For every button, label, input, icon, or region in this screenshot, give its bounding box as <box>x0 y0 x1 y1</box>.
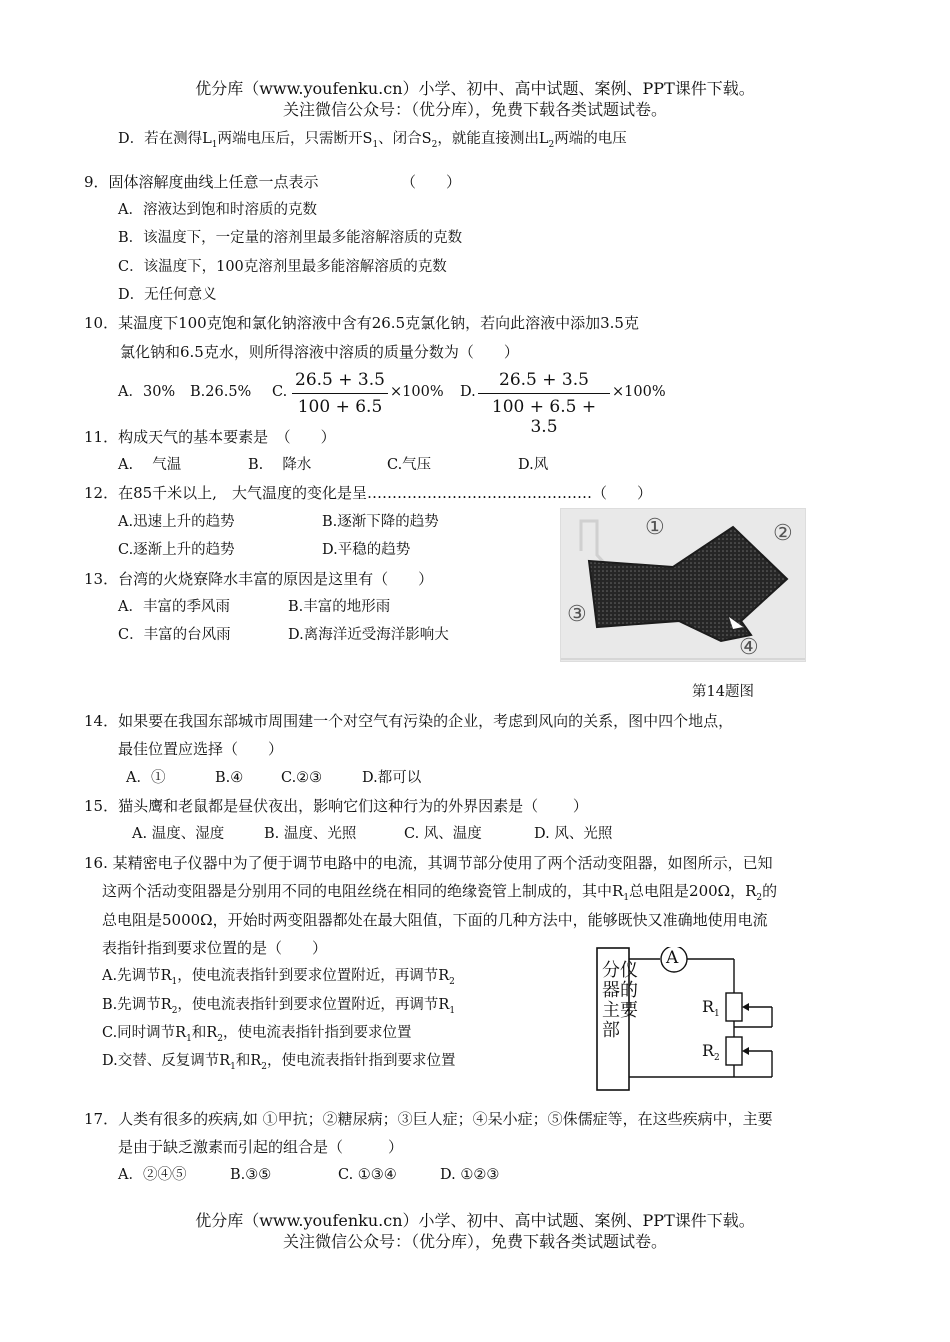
q10-option-c-suffix: ×100% <box>390 384 444 400</box>
q12-option-a: A.迅速上升的趋势 <box>118 514 235 530</box>
q16-stem-line-4: 表指针指到要求位置的是（ ） <box>102 939 328 957</box>
q10-option-d-label: D. <box>460 384 476 400</box>
q13-option-d: D.离海洋近受海洋影响大 <box>288 627 449 643</box>
q16-stem-line-2: 这两个活动变阻器是分别用不同的电阻丝绕在相同的绝缘瓷管上制成的，其中$R_1$总电阻是200Ω，$R_2$的 <box>102 882 778 903</box>
header-line-2: 关注微信公众号：（优分库），免费下载各类试题试卷。 <box>282 100 667 119</box>
q11-option-c: C.气压 <box>387 457 432 473</box>
q14-option-c: C.②③ <box>281 770 323 786</box>
q14-option-a: A．① <box>126 770 166 786</box>
q17-option-b: B.③⑤ <box>230 1167 272 1183</box>
q14-stem-line-2: 最佳位置应选择（ ） <box>118 740 284 758</box>
q9-option-a: A．溶液达到饱和时溶质的克数 <box>118 202 317 218</box>
q17-option-c: C. ①③④ <box>338 1167 397 1183</box>
figure-14-marker-2: ② <box>773 521 793 546</box>
q9-stem: 9．固体溶解度曲线上任意一点表示 （ ） <box>84 173 462 191</box>
r2-label: $R_2$ <box>702 1041 720 1064</box>
q14-option-b: B.④ <box>215 770 244 786</box>
q17-option-a: A．②④⑤ <box>118 1167 187 1183</box>
q13-option-c: C．丰富的台风雨 <box>118 627 231 643</box>
figure-14-marker-4: ④ <box>739 635 759 660</box>
q16-option-a: A.先调节$R_1$，使电流表指针到要求位置附近，再调节$R_2$ <box>102 968 455 987</box>
ammeter-label: A <box>666 948 679 968</box>
q10-option-d-suffix: ×100% <box>612 384 666 400</box>
footer-line-2: 关注微信公众号：（优分库），免费下载各类试题试卷。 <box>282 1232 667 1251</box>
q11-option-a: A. 气温 <box>118 457 182 473</box>
q12-option-c: C.逐渐上升的趋势 <box>118 542 235 558</box>
q13-option-b: B.丰富的地形雨 <box>288 599 391 615</box>
q13-stem: 13．台湾的火烧寮降水丰富的原因是这里有（ ） <box>84 570 434 588</box>
q10-option-d-fraction <box>478 370 610 437</box>
figure-14-graphic <box>561 509 805 661</box>
resistor-r1 <box>726 993 742 1021</box>
q9-option-c: C．该温度下，100克溶剂里最多能溶解溶质的克数 <box>118 259 447 275</box>
header-line-1: 优分库（www.youfenku.cn）小学、初中、高中试题、案例、PPT课件下载。 <box>195 79 755 98</box>
figure-14-map <box>560 508 806 662</box>
q17-stem-line-2: 是由于缺乏激素而引起的组合是（ ） <box>118 1138 404 1156</box>
q10-c-numerator: 26.5 + 3.5 <box>295 370 385 390</box>
q9-option-b: B．该温度下，一定量的溶剂里最多能溶解溶质的克数 <box>118 230 463 246</box>
q11-option-d: D.风 <box>518 457 549 473</box>
figure-14-caption: 第14题图 <box>692 684 754 700</box>
q15-option-c: C. 风、温度 <box>404 826 482 842</box>
q14-option-d: D.都可以 <box>362 770 422 786</box>
q14-stem-line-1: 14．如果要在我国东部城市周围建一个对空气有污染的企业，考虑到风向的关系，图中四个地点， <box>84 712 734 730</box>
q16-stem-line-3: 总电阻是5000Ω，开始时两变阻器都处在最大阻值，下面的几种方法中，能够既快又准确地使用电流 <box>102 911 768 929</box>
q15-stem: 15．猫头鹰和老鼠都是昼伏夜出，影响它们这种行为的外界因素是（ ） <box>84 797 588 815</box>
footer-line-1: 优分库（www.youfenku.cn）小学、初中、高中试题、案例、PPT课件下载。 <box>195 1211 755 1230</box>
figure-14-marker-1: ① <box>645 515 665 540</box>
q11-option-b: B. 降水 <box>248 457 312 473</box>
q10-stem-line-1: 10．某温度下100克饱和氯化钠溶液中含有26.5克氯化钠，若向此溶液中添加3.5克 <box>84 314 639 332</box>
q10-stem-line-2: 氯化钠和6.5克水，则所得溶液中溶质的质量分数为（ ） <box>120 343 519 361</box>
q16-stem-line-1: 16. 某精密电子仪器中为了便于调节电路中的电流，其调节部分使用了两个活动变阻器，如图所示，已知 <box>84 854 773 872</box>
figure-14-marker-3: ③ <box>567 602 587 627</box>
q10-c-denominator: 100 + 6.5 <box>297 397 383 417</box>
q13-option-a: A．丰富的季风雨 <box>118 599 230 615</box>
q17-option-d: D. ①②③ <box>440 1167 500 1183</box>
q10-option-c-label: C. <box>272 384 288 400</box>
q10-option-c-fraction <box>292 370 388 417</box>
q16-circuit-diagram <box>596 947 776 1093</box>
q8-option-d: D．若在测得$L_1$两端电压后，只需断开$S_1$、闭合$S_2$，就能直接测出$L_2$两端的电压 <box>118 131 627 150</box>
q10-option-b: B.26.5% <box>190 384 252 400</box>
q12-option-d: D.平稳的趋势 <box>322 542 411 558</box>
q10-option-a: A．30% <box>118 384 176 400</box>
q9-option-d: D．无任何意义 <box>118 287 217 303</box>
q10-d-denominator: 100 + 6.5 + 3.5 <box>491 397 597 437</box>
q15-option-b: B. 温度、光照 <box>264 826 357 842</box>
q17-stem-line-1: 17．人类有很多的疾病,如 ①甲抗；②糖尿病；③巨人症；④呆小症；⑤侏儒症等，在这些疾病中，主要 <box>84 1110 773 1128</box>
q16-option-d: D.交替、反复调节$R_1$和$R_2$，使电流表指针指到要求位置 <box>102 1053 456 1072</box>
q12-stem: 12．在85千米以上, 大气温度的变化是呈………………………………………（ ） <box>84 484 652 502</box>
q11-stem: 11．构成天气的基本要素是 （ ） <box>84 428 336 446</box>
circuit-box-label: 分仪器的主要部 <box>602 960 638 1041</box>
q16-option-c: C.同时调节$R_1$和$R_2$，使电流表指针指到要求位置 <box>102 1025 412 1044</box>
q12-option-b: B.逐渐下降的趋势 <box>322 514 439 530</box>
q15-option-d: D. 风、光照 <box>534 826 613 842</box>
r1-label: $R_1$ <box>702 997 720 1020</box>
q10-d-numerator: 26.5 + 3.5 <box>499 370 589 390</box>
resistor-r2 <box>726 1037 742 1065</box>
q15-option-a: A. 温度、湿度 <box>132 826 225 842</box>
q16-option-b: B.先调节$R_2$，使电流表指针到要求位置附近，再调节$R_1$ <box>102 997 456 1016</box>
